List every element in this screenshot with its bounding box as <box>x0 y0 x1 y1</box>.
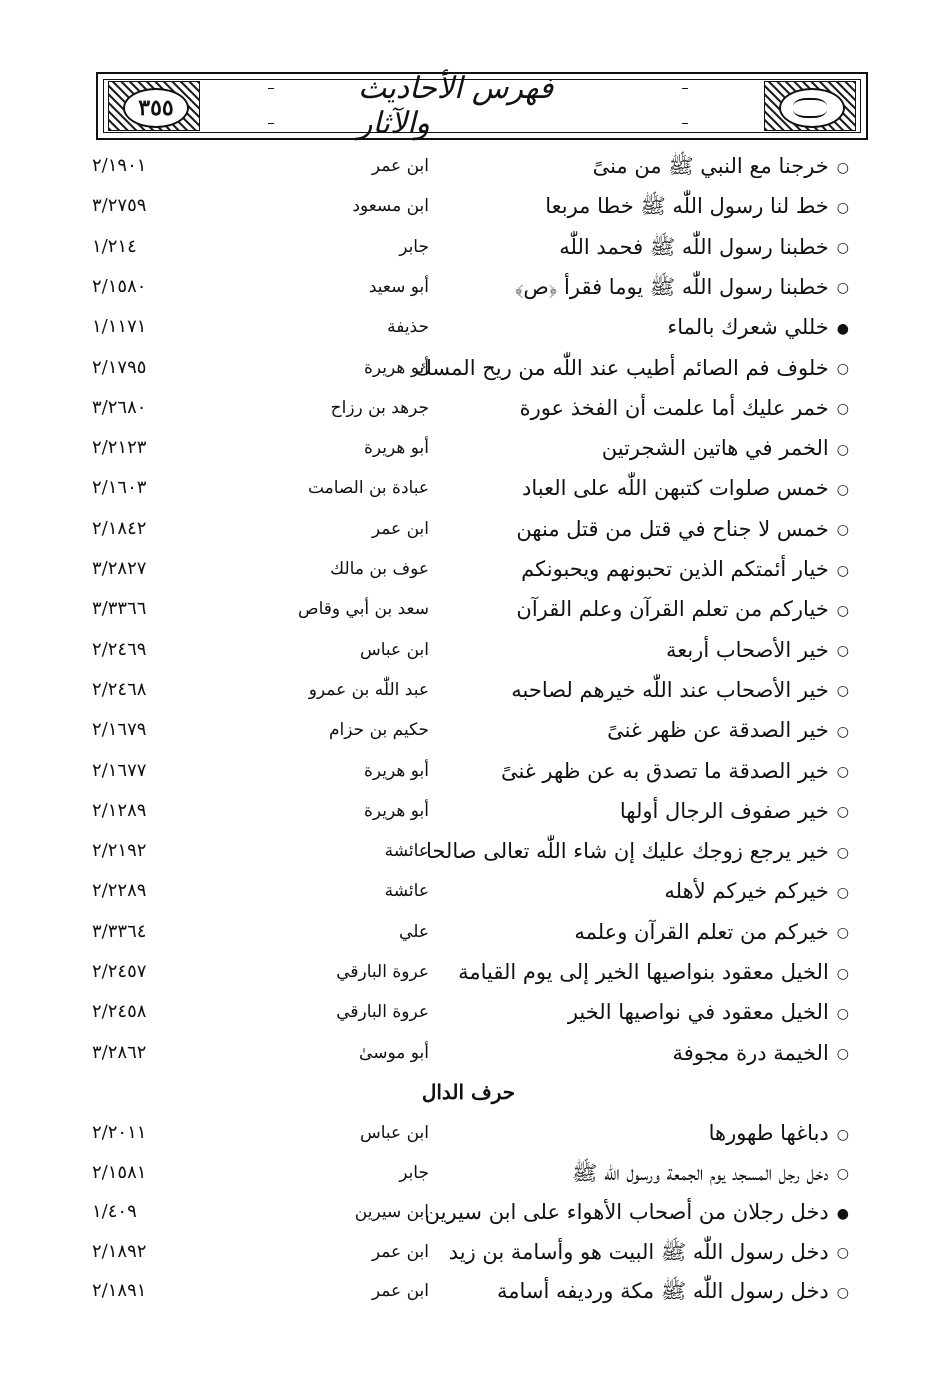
hadith-text <box>399 831 849 873</box>
hadith-text-value: دخل رسول اللّٰه ﷺ مكة ورديفه أسامة <box>497 1279 829 1303</box>
narrator: عبد اللّٰه بن عمرو <box>308 679 429 700</box>
narrator: جرهد بن رزاح <box>330 397 429 418</box>
hadith-text-value: خمس لا جناح في قتل من قتل منهن <box>516 516 829 541</box>
reference-number: ٢/٢٠١١ <box>92 1122 147 1143</box>
reference-number: ٢/١٥٨٠ <box>92 275 147 297</box>
index-entry <box>0 146 937 186</box>
hadith-text <box>399 146 849 188</box>
open-circle-icon: ○ <box>836 1005 849 1022</box>
narrator: ابن عباس <box>359 639 429 660</box>
hadith-text <box>399 952 849 994</box>
narrator: أبو هريرة <box>363 438 429 459</box>
hadith-text-value: الخيمة درة مجوفة <box>672 1040 829 1065</box>
open-circle-icon: ○ <box>836 562 849 579</box>
hadith-text-value: خيركم من تعلم القرآن وعلمه <box>574 919 829 944</box>
open-circle-icon: ○ <box>836 723 849 740</box>
reference-number: ٣/٣٣٦٦ <box>92 598 147 620</box>
open-circle-icon: ○ <box>836 199 849 216</box>
hadith-text-value: خير الأصحاب أربعة <box>665 637 829 662</box>
narrator: أبو هريرة <box>363 760 429 781</box>
index-entry <box>0 186 937 226</box>
header-ornament-right <box>764 81 856 131</box>
hadith-text <box>399 589 849 631</box>
open-circle-icon: ○ <box>836 683 849 700</box>
open-circle-icon: ○ <box>836 804 849 821</box>
hadith-text-value: الخيل معقود بنواصيها الخير إلى يوم القيامة <box>458 960 829 984</box>
index-entry <box>0 992 937 1032</box>
hadith-text <box>399 871 849 913</box>
narrator: جابر <box>399 236 429 257</box>
narrator: عائشة <box>384 881 429 902</box>
narrator: عبادة بن الصامت <box>307 478 429 499</box>
hadith-text <box>399 670 849 712</box>
index-entry <box>0 348 937 388</box>
narrator: عروة البارقي <box>336 1002 429 1023</box>
hadith-text-value: خمر عليك أما علمت أن الفخذ عورة <box>519 395 829 420</box>
open-circle-icon: ○ <box>836 441 849 458</box>
narrator: ابن سيرين <box>354 1202 429 1222</box>
index-entry <box>0 1113 937 1153</box>
reference-number: ٣/٣٣٦٤ <box>92 920 147 942</box>
index-entry <box>0 549 937 589</box>
narrator: ابن عمر <box>371 1241 429 1262</box>
reference-number: ١/٤٠٩ <box>92 1201 137 1222</box>
open-circle-icon: ○ <box>836 361 849 377</box>
hadith-text <box>399 227 849 269</box>
hadith-text-value: خطبنا رسول اللّٰه ﷺ فحمد اللّٰه <box>559 234 829 259</box>
hadith-text <box>399 186 849 228</box>
narrator: ابن عمر <box>371 518 429 539</box>
open-circle-icon: ○ <box>836 602 849 619</box>
narrator: ابن عباس <box>359 1123 429 1143</box>
index-entry <box>0 630 937 670</box>
reference-number: ٢/٢٤٦٩ <box>92 638 147 660</box>
reference-number: ٢/١٩٠١ <box>92 155 147 176</box>
reference-number: ٢/١٨٩٢ <box>92 1240 147 1262</box>
narrator: عائشة <box>384 841 429 862</box>
hadith-text-value: الخيل معقود في نواصيها الخير <box>567 1000 829 1025</box>
hadith-text-value: دخل رجل المسجد يوم الجمعة ورسول اللّٰه ﷺ <box>571 1160 829 1185</box>
index-entry <box>0 751 937 791</box>
open-circle-icon: ○ <box>836 1284 849 1301</box>
reference-number: ٢/٢١٩٢ <box>92 840 147 862</box>
index-entry <box>0 871 937 911</box>
index-entry <box>0 1033 937 1073</box>
hadith-text <box>399 791 849 833</box>
hadith-text <box>399 267 849 309</box>
hadith-text <box>399 1271 849 1313</box>
narrator: سعد بن أبي وقاص <box>298 599 429 620</box>
index-entry <box>0 912 937 952</box>
reference-number: ٢/٢٤٦٨ <box>92 678 147 700</box>
index-entry <box>0 831 937 871</box>
index-entry <box>0 509 937 549</box>
reference-number: ٢/١٢٨٩ <box>92 799 147 821</box>
hadith-text <box>399 468 849 510</box>
hadith-text-value: خير الأصحاب عند اللّٰه خيرهم لصاحبه <box>511 677 829 702</box>
hadith-text <box>399 630 849 672</box>
open-circle-icon: ○ <box>836 401 849 418</box>
open-circle-icon: ○ <box>836 481 849 498</box>
hadith-text <box>399 992 849 1034</box>
reference-number: ٢/١٨٤٢ <box>92 517 147 539</box>
page-title: فهرس الأحاديث والآثار <box>358 82 598 130</box>
narrator: عوف بن مالك <box>330 559 429 579</box>
narrator: ابن مسعود <box>352 196 429 217</box>
hadith-text <box>399 1153 849 1195</box>
hadith-text <box>399 912 849 954</box>
hadith-text-value: خرجنا مع النبي ﷺ من منىً <box>592 154 829 178</box>
index-entry <box>0 791 937 831</box>
index-entry <box>0 1153 937 1193</box>
hadith-text-value: خير يرجع زوجك عليك إن شاء اللّٰه تعالى صالحا <box>425 839 829 864</box>
hadith-text-value: خير الصدقة عن ظهر غنىً <box>607 718 829 743</box>
index-entry <box>0 589 937 629</box>
hadith-text <box>399 428 849 470</box>
open-circle-icon: ○ <box>836 965 849 982</box>
index-entry <box>0 1232 937 1272</box>
hadith-text <box>399 751 849 793</box>
section-heading: حرف الدال <box>421 1080 516 1104</box>
open-circle-icon: ○ <box>836 1166 849 1182</box>
reference-number: ٢/٢١٢٣ <box>92 437 147 459</box>
hadith-text-value: خلوف فم الصائم أطيب عند اللّٰه من ريح المسك <box>414 355 829 380</box>
hadith-text-value: الخمر في هاتين الشجرتين <box>601 436 829 461</box>
hadith-text-value: دباغها طهورها <box>708 1121 829 1145</box>
hadith-text <box>399 509 849 551</box>
hadith-text <box>399 348 849 390</box>
narrator: حكيم بن حزام <box>329 720 429 741</box>
reference-number: ٢/١٦٠٣ <box>92 477 147 499</box>
page-number: ٣٥٥ <box>123 88 189 128</box>
reference-number: ٣/٢٧٥٩ <box>92 195 147 217</box>
hadith-text-value: خير صفوف الرجال أولها <box>619 798 829 823</box>
narrator: عروة البارقي <box>336 962 429 982</box>
narrator: ابن عمر <box>371 156 429 176</box>
narrator: أبو هريرة <box>363 800 429 821</box>
narrator: ابن عمر <box>371 1281 429 1301</box>
narrator: جابر <box>399 1162 429 1183</box>
open-circle-icon: ○ <box>836 643 849 660</box>
hadith-text <box>399 1113 849 1155</box>
reference-number: ٣/٢٦٨٠ <box>92 396 147 418</box>
narrator: أبو هريرة <box>363 357 429 378</box>
reference-number: ٢/٢٢٨٩ <box>92 880 147 902</box>
hadith-text <box>399 710 849 752</box>
open-circle-icon: ○ <box>836 925 849 942</box>
hadith-text-value: خياركم من تعلم القرآن وعلم القرآن <box>516 597 829 622</box>
reference-number: ٢/١٨٩١ <box>92 1280 147 1301</box>
reference-number: ٢/١٦٧٩ <box>92 719 147 741</box>
reference-number: ١/١١٧١ <box>92 316 147 338</box>
narrator: أبو سعيد <box>368 276 429 297</box>
index-entry <box>0 267 937 307</box>
hadith-text-value: خط لنا رسول اللّٰه ﷺ خطا مربعا <box>545 194 829 219</box>
hadith-text-value: خيار أئمتكم الذين تحبونهم ويحبونكم <box>521 557 829 581</box>
index-entry <box>0 952 937 992</box>
filled-circle-icon: ● <box>836 1205 849 1222</box>
open-circle-icon: ○ <box>836 159 849 176</box>
running-header <box>96 72 868 140</box>
hadith-text-value: خير الصدقة ما تصدق به عن ظهر غنىً <box>500 758 829 783</box>
index-entry <box>0 227 937 267</box>
hadith-text-value: خيركم خيركم لأهله <box>664 879 829 904</box>
hadith-text-value: خطبنا رسول اللّٰه ﷺ يوما فقرأ ﴿ص﴾ <box>514 274 829 299</box>
index-entry <box>0 428 937 468</box>
reference-number: ٢/١٥٨١ <box>92 1161 147 1183</box>
hadith-text <box>399 307 849 349</box>
reference-number: ٣/٢٨٢٧ <box>92 558 147 579</box>
index-entry <box>0 1271 937 1311</box>
filled-circle-icon: ● <box>836 320 849 337</box>
calligraphy-seal-icon <box>779 88 845 128</box>
reference-number: ٢/٢٤٥٨ <box>92 1001 147 1023</box>
narrator: علي <box>399 921 429 942</box>
open-circle-icon: ○ <box>836 764 849 780</box>
narrator: حذيفة <box>387 317 429 338</box>
open-circle-icon: ○ <box>836 884 849 901</box>
reference-number: ٢/١٧٩٥ <box>92 356 147 378</box>
open-circle-icon: ○ <box>836 1046 849 1063</box>
hadith-text <box>399 1033 849 1075</box>
hadith-text <box>399 1192 849 1234</box>
header-ornament-left <box>108 81 200 131</box>
open-circle-icon: ○ <box>836 844 849 861</box>
narrator: أبو موسىٰ <box>359 1042 429 1063</box>
reference-number: ١/٢١٤ <box>92 235 137 257</box>
hadith-text-value: دخل رسول اللّٰه ﷺ البيت هو وأسامة بن زيد <box>448 1239 829 1264</box>
hadith-text <box>399 549 849 591</box>
open-circle-icon: ○ <box>836 522 849 539</box>
reference-number: ٣/٢٨٦٢ <box>92 1041 147 1063</box>
hadith-text-value: خللي شعرك بالماء <box>667 315 829 340</box>
index-entry <box>0 388 937 428</box>
index-entry <box>0 1192 937 1232</box>
open-circle-icon: ○ <box>836 1245 849 1261</box>
hadith-text-value: خمس صلوات كتبهن اللّٰه على العباد <box>522 476 829 501</box>
index-entry <box>0 307 937 347</box>
open-circle-icon: ○ <box>836 240 849 257</box>
hadith-text <box>399 388 849 430</box>
open-circle-icon: ○ <box>836 280 849 297</box>
index-entry <box>0 710 937 750</box>
reference-number: ٢/٢٤٥٧ <box>92 961 147 982</box>
hadith-text-value: دخل رجلان من أصحاب الأهواء على ابن سيرين <box>424 1200 829 1224</box>
index-entry <box>0 468 937 508</box>
open-circle-icon: ○ <box>836 1126 849 1143</box>
index-entry <box>0 670 937 710</box>
reference-number: ٢/١٦٧٧ <box>92 759 147 781</box>
hadith-text <box>399 1232 849 1274</box>
